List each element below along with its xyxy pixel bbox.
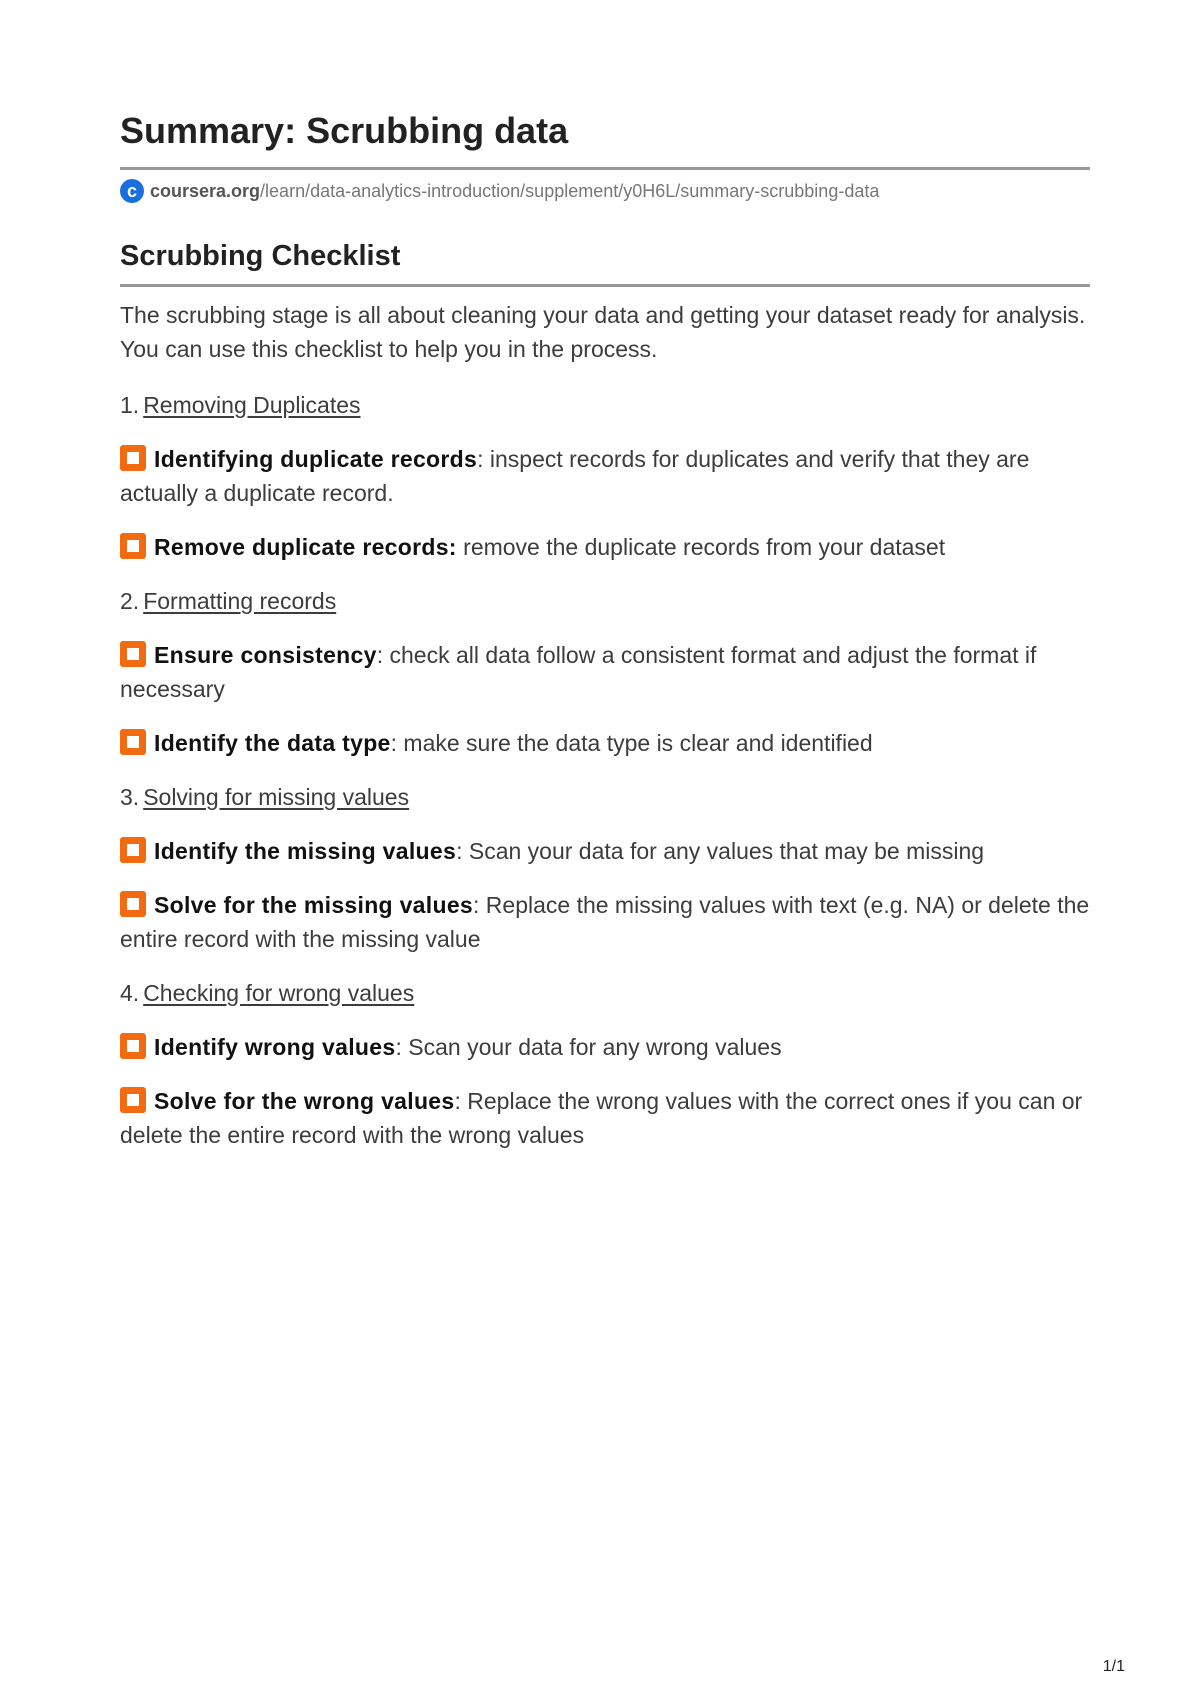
item-separator: : [390, 730, 398, 756]
checkbox-icon[interactable] [120, 837, 146, 863]
item-text: inspect records for duplicates and verify that they are actually a duplicate record. [120, 446, 1030, 506]
item-term: Solve for the missing values [154, 892, 474, 918]
item-text: Scan your data for any values that may be missing [462, 838, 985, 864]
section-link[interactable]: Removing Duplicates [143, 392, 361, 418]
item-text: remove the duplicate records from your dataset [456, 534, 946, 560]
item-separator: : [454, 1088, 461, 1114]
checkbox-icon[interactable] [120, 1087, 146, 1113]
checklist-item [120, 888, 1090, 956]
item-text: Replace the wrong values with the correct ones if you can or delete the entire record with the wrong values [120, 1088, 1083, 1148]
checklist-item [120, 834, 1090, 868]
section-number: 2. [120, 588, 140, 614]
checklist-item [120, 726, 1090, 760]
section-title-solving-missing-values [120, 780, 1090, 814]
page-title: Summary: Scrubbing data [120, 110, 569, 151]
checkbox-icon[interactable] [120, 533, 146, 559]
checkbox-icon[interactable] [120, 729, 146, 755]
item-term: Identify the data type [154, 730, 391, 756]
item-text: Replace the missing values with text (e.g. NA) or delete the entire record with the missing value [120, 892, 1090, 952]
section-title-formatting-records [120, 584, 1090, 618]
checklist-content [120, 298, 1090, 1172]
checklist-item [120, 638, 1090, 706]
item-term: Identify the missing values [154, 838, 457, 864]
checklist-item [120, 530, 1090, 564]
intro-paragraph: The scrubbing stage is all about cleaning your data and getting your dataset ready for analysis. You can use this checklist to help you in the process. [120, 302, 1086, 362]
section-link[interactable]: Solving for missing values [143, 784, 410, 810]
section-heading: Scrubbing Checklist [120, 240, 401, 272]
item-term: Identify wrong values [154, 1034, 396, 1060]
item-term: Ensure consistency [154, 642, 377, 668]
title-divider [120, 167, 1090, 170]
source-link[interactable] [120, 176, 879, 206]
item-term: Remove duplicate records: [154, 534, 457, 560]
checklist-item [120, 1084, 1090, 1152]
section-link[interactable]: Formatting records [143, 588, 337, 614]
section-number: 4. [120, 980, 140, 1006]
page-number: 1/1 [1102, 1658, 1125, 1675]
item-separator: : [473, 892, 480, 918]
source-path: /learn/data-analytics-introduction/supplement/y0H6L/summary-scrubbing-data [260, 180, 880, 201]
source-url[interactable] [150, 181, 879, 202]
item-text: make sure the data type is clear and identified [397, 730, 873, 756]
section-number: 1. [120, 392, 140, 418]
checkbox-icon[interactable] [120, 445, 146, 471]
item-separator: : [477, 446, 484, 472]
item-term: Solve for the wrong values [154, 1088, 455, 1114]
item-text: check all data follow a consistent format and adjust the format if necessary [120, 642, 1037, 702]
item-separator: : [395, 1034, 402, 1060]
section-number: 3. [120, 784, 140, 810]
item-text: Scan your data for any wrong values [401, 1034, 782, 1060]
checklist-item [120, 1030, 1090, 1064]
section-title-checking-wrong-values [120, 976, 1090, 1010]
checkbox-icon[interactable] [120, 1033, 146, 1059]
heading-divider [120, 284, 1090, 287]
source-domain: coursera.org [150, 180, 261, 201]
item-separator: : [376, 642, 384, 668]
section-link[interactable]: Checking for wrong values [143, 980, 415, 1006]
item-separator: : [456, 838, 463, 864]
coursera-icon: c [120, 179, 144, 203]
checkbox-icon[interactable] [120, 891, 146, 917]
item-term: Identifying duplicate records [154, 446, 478, 472]
section-title-removing-duplicates [120, 388, 1090, 422]
checklist-item [120, 442, 1090, 510]
checkbox-icon[interactable] [120, 641, 146, 667]
